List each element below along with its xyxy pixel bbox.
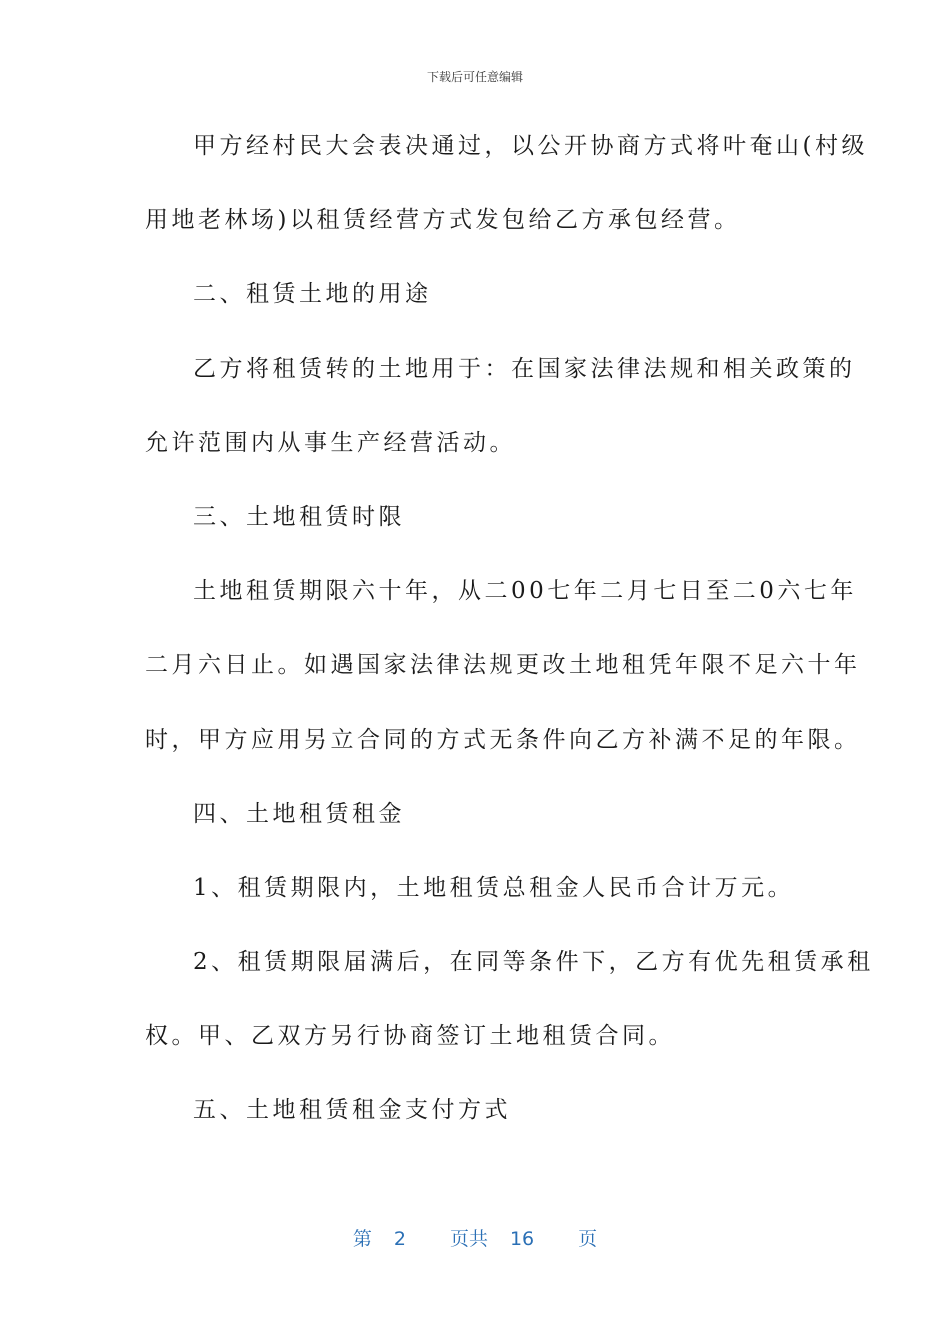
paragraph-line: 用地老林场)以租赁经营方式发包给乙方承包经营。 (145, 207, 741, 234)
page-suffix: 页 (578, 1228, 598, 1250)
paragraph-line: 2、租赁期限届满后，在同等条件下，乙方有优先租赁承租 (193, 949, 874, 976)
section-heading: 二、租赁土地的用途 (193, 281, 432, 308)
section-heading: 五、土地租赁租金支付方式 (193, 1097, 511, 1124)
page-total: 16 (509, 1228, 535, 1250)
page-current: 2 (393, 1228, 406, 1250)
page-mid: 页共 (449, 1228, 488, 1250)
paragraph-line: 土地租赁期限六十年，从二00七年二月七日至二0六七年 (193, 578, 857, 605)
paragraph-line: 二月六日止。如遇国家法律法规更改土地租凭年限不足六十年 (145, 652, 861, 679)
section-heading: 四、土地租赁租金 (193, 800, 405, 827)
download-note: 下载后可任意编辑 (426, 70, 523, 84)
paragraph-line: 允许范围内从事生产经营活动。 (145, 429, 516, 456)
paragraph-line: 时，甲方应用另立合同的方式无条件向乙方补满不足的年限。 (145, 726, 861, 753)
paragraph-line: 乙方将租赁转的土地用于：在国家法律法规和相关政策的 (193, 355, 856, 382)
page-number (0, 1224, 950, 1251)
paragraph-line: 甲方经村民大会表决通过，以公开协商方式将叶奄山(村级 (193, 133, 868, 159)
paragraph-line: 权。甲、乙双方另行协商签订土地租赁合同。 (145, 1023, 675, 1050)
document-body (145, 126, 874, 1165)
paragraph-line: 1、租赁期限内，土地租赁总租金人民币合计万元。 (193, 874, 795, 901)
section-heading: 三、土地租赁时限 (193, 503, 405, 530)
page-prefix: 第 (352, 1228, 372, 1250)
